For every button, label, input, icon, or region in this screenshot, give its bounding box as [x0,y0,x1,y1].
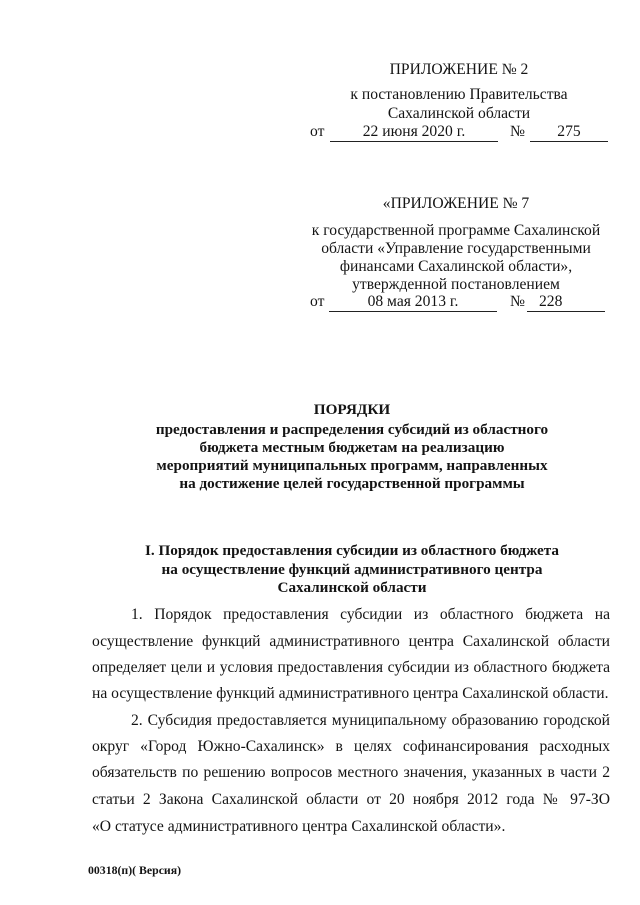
from-label: от [310,293,325,310]
paragraph-line: округ «Город Южно-Сахалинск» в целях софинансирования расходных [92,738,610,755]
number-label: № [510,293,525,310]
paragraph-line: обязательств по решению вопросов местного значения, указанных в части 2 [92,764,610,781]
resolution-date: 22 июня 2020 г. [330,122,498,142]
appendix-7-line: области «Управление государственными [321,240,591,257]
resolution-number [527,292,605,312]
appendix-7-line: финансами Сахалинской области», [339,258,573,275]
from-label: от [310,123,325,140]
appendix-7-title: «ПРИЛОЖЕНИЕ № 7 [382,195,530,212]
document-title-heading: ПОРЯДКИ [313,401,391,418]
paragraph-line: 2. Субсидия предоставляется муниципальному образованию городской [131,712,610,729]
paragraph-line: «О статусе административного центра Сахалинской области». [92,818,506,835]
section-heading-line: Сахалинской области [277,579,427,596]
document-footer-code: 00318(п)( Версия) [88,863,182,877]
document-title-line: предоставления и распределения субсидий из областного [155,421,549,438]
section-heading-line: I. Порядок предоставления субсидии из областного бюджета [144,542,559,559]
appendix-2-line: Сахалинской области [387,105,531,122]
document-title-line: на достижение целей государственной программы [179,475,525,492]
paragraph-line: 1. Порядок предоставления субсидии из областного бюджета на [131,606,610,623]
paragraph-line: на осуществление функций административного центра Сахалинской области. [92,685,609,702]
resolution-number: 275 [530,122,608,142]
resolution-date: 08 мая 2013 г. [329,292,497,312]
paragraph-line: определяет цели и условия предоставления субсидии из областного бюджета [92,659,610,676]
document-title-line: бюджета местным бюджетам на реализацию [199,439,505,456]
appendix-7-line: к государственной программе Сахалинской [311,222,601,239]
appendix-2-title: ПРИЛОЖЕНИЕ № 2 [389,61,529,78]
section-heading-line: на осуществление функций административного центра [161,561,543,578]
number-label: № [510,123,525,140]
appendix-2-line: к постановлению Правительства [350,86,568,103]
paragraph-line: статьи 2 Закона Сахалинской области от 20 ноября 2012 года № 97-ЗО [92,791,610,808]
resolution-number-text: 228 [539,293,563,310]
document-title-line: мероприятий муниципальных программ, направленных [156,457,548,474]
appendix-7-line: утвержденной постановлением [352,276,560,293]
paragraph-line: осуществление функций административного центра Сахалинской области [92,633,610,650]
